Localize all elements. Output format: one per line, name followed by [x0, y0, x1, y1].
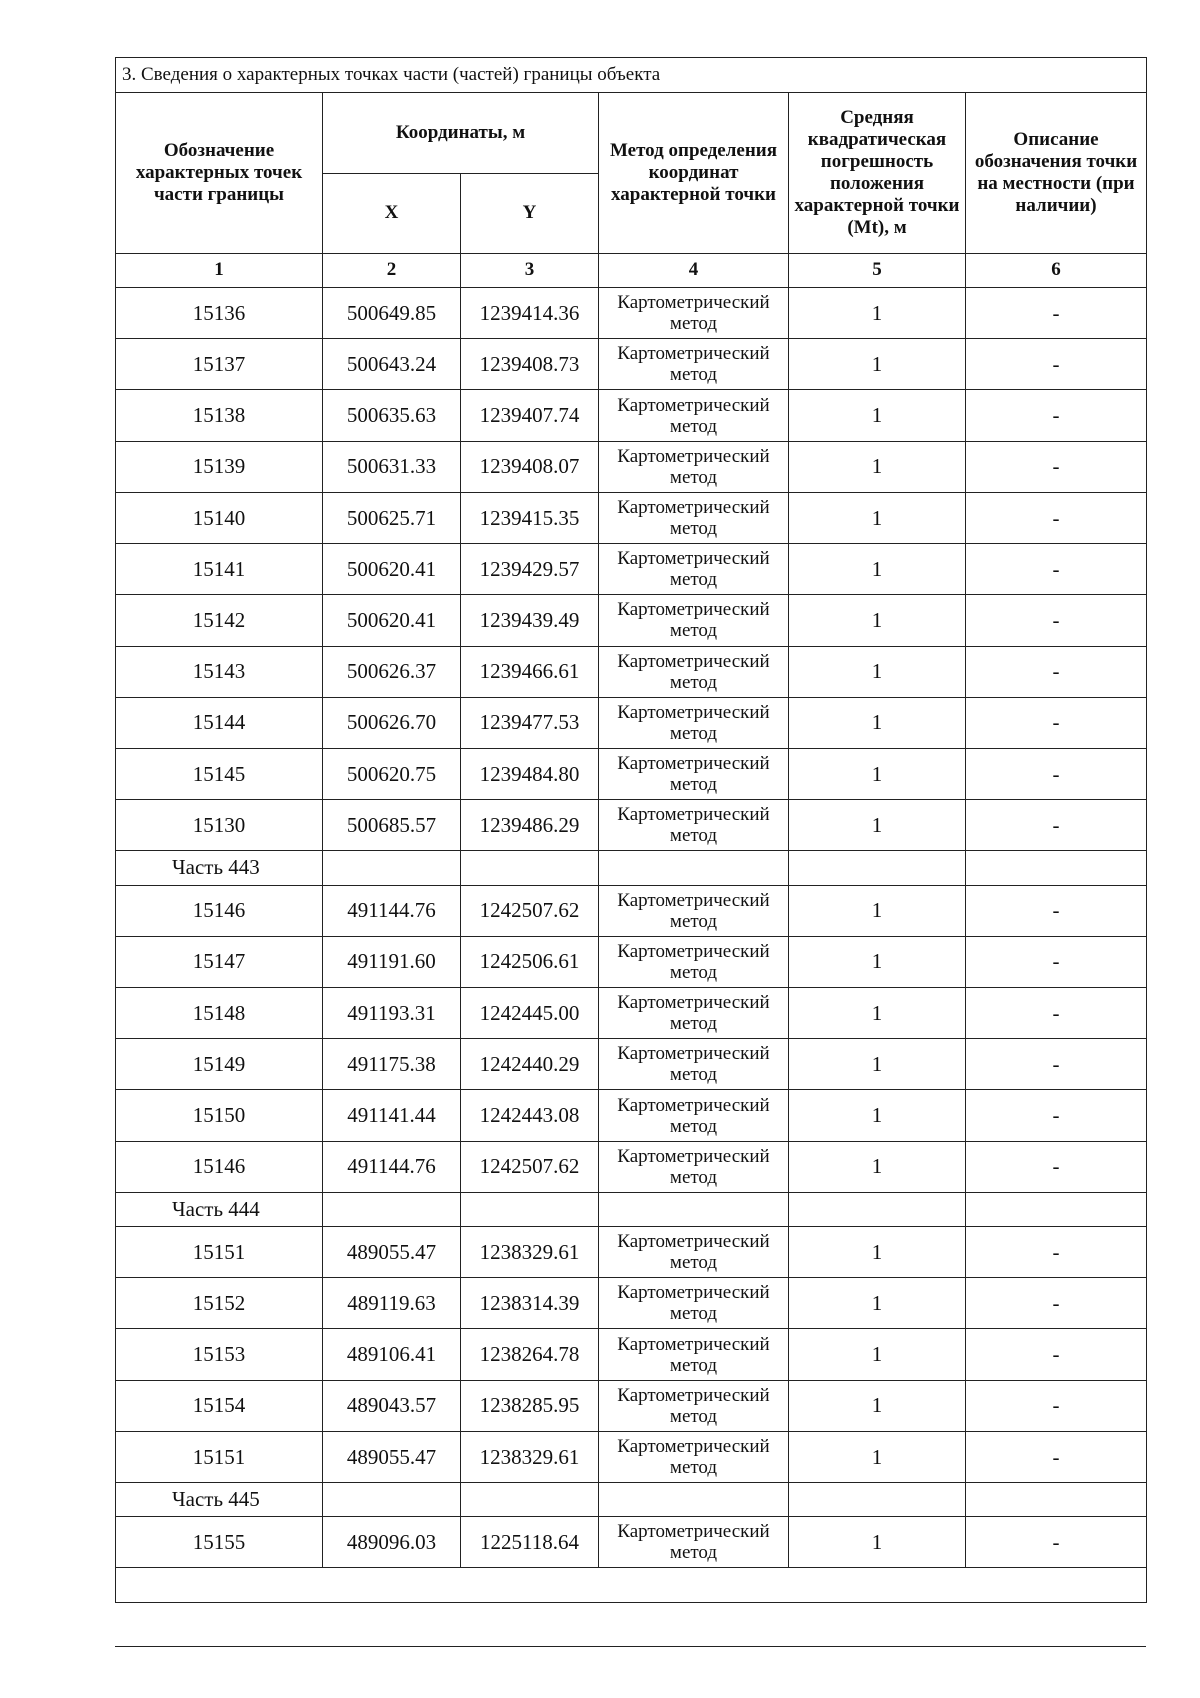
empty-cell [323, 1483, 461, 1517]
point-id-cell: 15143 [116, 646, 323, 697]
description-cell: - [966, 1517, 1147, 1568]
mt-error-cell: 1 [789, 800, 966, 851]
x-coordinate-cell: 489055.47 [323, 1227, 461, 1278]
point-id-cell: 15150 [116, 1090, 323, 1141]
x-coordinate-cell: 489119.63 [323, 1278, 461, 1329]
x-coordinate-cell: 500620.75 [323, 748, 461, 799]
column-number: 6 [966, 253, 1147, 287]
description-cell: - [966, 885, 1147, 936]
y-coordinate-cell: 1239408.07 [461, 441, 599, 492]
method-cell: Картометрический метод [599, 936, 789, 987]
part-row [116, 851, 1147, 885]
y-coordinate-cell: 1239484.80 [461, 748, 599, 799]
y-coordinate-cell: 1239408.73 [461, 339, 599, 390]
y-coordinate-cell: 1238329.61 [461, 1227, 599, 1278]
empty-cell [789, 1483, 966, 1517]
header-coordinates: Координаты, м [323, 93, 599, 173]
mt-error-cell: 1 [789, 988, 966, 1039]
empty-row [116, 1568, 1147, 1603]
description-cell: - [966, 339, 1147, 390]
section-title: 3. Сведения о характерных точках части (частей) границы объекта [116, 58, 1147, 93]
table-row [116, 748, 1147, 799]
mt-error-cell: 1 [789, 441, 966, 492]
y-coordinate-cell: 1239414.36 [461, 288, 599, 339]
description-cell: - [966, 1039, 1147, 1090]
method-cell: Картометрический метод [599, 288, 789, 339]
description-cell: - [966, 1141, 1147, 1192]
y-coordinate-cell: 1238264.78 [461, 1329, 599, 1380]
table-row [116, 1227, 1147, 1278]
empty-cell [789, 1192, 966, 1226]
y-coordinate-cell: 1238314.39 [461, 1278, 599, 1329]
y-coordinate-cell: 1225118.64 [461, 1517, 599, 1568]
mt-error-cell: 1 [789, 492, 966, 543]
mt-error-cell: 1 [789, 748, 966, 799]
header-y: Y [461, 173, 599, 253]
table-row [116, 885, 1147, 936]
empty-cell [599, 851, 789, 885]
column-number: 2 [323, 253, 461, 287]
point-id-cell: 15136 [116, 288, 323, 339]
method-cell: Картометрический метод [599, 748, 789, 799]
point-id-cell: 15155 [116, 1517, 323, 1568]
header-point: Обозначение характерных точек части границы [116, 93, 323, 254]
x-coordinate-cell: 491141.44 [323, 1090, 461, 1141]
y-coordinate-cell: 1239439.49 [461, 595, 599, 646]
x-coordinate-cell: 500635.63 [323, 390, 461, 441]
method-cell: Картометрический метод [599, 1380, 789, 1431]
mt-error-cell: 1 [789, 697, 966, 748]
y-coordinate-cell: 1242440.29 [461, 1039, 599, 1090]
empty-cell [323, 851, 461, 885]
method-cell: Картометрический метод [599, 595, 789, 646]
part-label: Часть 443 [116, 851, 323, 885]
x-coordinate-cell: 489043.57 [323, 1380, 461, 1431]
header-x: X [323, 173, 461, 253]
x-coordinate-cell: 500620.41 [323, 544, 461, 595]
mt-error-cell: 1 [789, 339, 966, 390]
method-cell: Картометрический метод [599, 1431, 789, 1482]
x-coordinate-cell: 489096.03 [323, 1517, 461, 1568]
point-id-cell: 15154 [116, 1380, 323, 1431]
point-id-cell: 15130 [116, 800, 323, 851]
x-coordinate-cell: 489055.47 [323, 1431, 461, 1482]
y-coordinate-cell: 1239477.53 [461, 697, 599, 748]
x-coordinate-cell: 500631.33 [323, 441, 461, 492]
method-cell: Картометрический метод [599, 988, 789, 1039]
x-coordinate-cell: 500643.24 [323, 339, 461, 390]
x-coordinate-cell: 500620.41 [323, 595, 461, 646]
description-cell: - [966, 544, 1147, 595]
table-row [116, 646, 1147, 697]
point-id-cell: 15145 [116, 748, 323, 799]
point-id-cell: 15152 [116, 1278, 323, 1329]
table-row [116, 441, 1147, 492]
mt-error-cell: 1 [789, 1380, 966, 1431]
table-row [116, 595, 1147, 646]
empty-cell [966, 1192, 1147, 1226]
empty-cell [966, 851, 1147, 885]
part-row [116, 1483, 1147, 1517]
header-method: Метод определения координат характерной точки [599, 93, 789, 254]
empty-cell [599, 1483, 789, 1517]
part-label: Часть 445 [116, 1483, 323, 1517]
description-cell: - [966, 748, 1147, 799]
mt-error-cell: 1 [789, 646, 966, 697]
point-id-cell: 15138 [116, 390, 323, 441]
description-cell: - [966, 492, 1147, 543]
mt-error-cell: 1 [789, 1090, 966, 1141]
method-cell: Картометрический метод [599, 1090, 789, 1141]
point-id-cell: 15151 [116, 1227, 323, 1278]
column-number: 1 [116, 253, 323, 287]
method-cell: Картометрический метод [599, 646, 789, 697]
mt-error-cell: 1 [789, 1431, 966, 1482]
description-cell: - [966, 936, 1147, 987]
table-row [116, 1141, 1147, 1192]
header-description: Описание обозначения точки на местности (при наличии) [966, 93, 1147, 254]
description-cell: - [966, 1227, 1147, 1278]
x-coordinate-cell: 491175.38 [323, 1039, 461, 1090]
method-cell: Картометрический метод [599, 339, 789, 390]
point-id-cell: 15151 [116, 1431, 323, 1482]
boundary-points-table [115, 57, 1147, 1603]
point-id-cell: 15144 [116, 697, 323, 748]
method-cell: Картометрический метод [599, 544, 789, 595]
method-cell: Картометрический метод [599, 390, 789, 441]
table-row [116, 1329, 1147, 1380]
description-cell: - [966, 390, 1147, 441]
description-cell: - [966, 1278, 1147, 1329]
empty-cell [966, 1483, 1147, 1517]
table-row [116, 390, 1147, 441]
bottom-rule [115, 1646, 1146, 1647]
method-cell: Картометрический метод [599, 885, 789, 936]
y-coordinate-cell: 1239466.61 [461, 646, 599, 697]
x-coordinate-cell: 500685.57 [323, 800, 461, 851]
table-row [116, 988, 1147, 1039]
point-id-cell: 15141 [116, 544, 323, 595]
empty-cell [599, 1192, 789, 1226]
x-coordinate-cell: 500625.71 [323, 492, 461, 543]
table-row [116, 492, 1147, 543]
description-cell: - [966, 646, 1147, 697]
point-id-cell: 15142 [116, 595, 323, 646]
table-row [116, 1517, 1147, 1568]
table-row [116, 697, 1147, 748]
header-error: Средняя квадратическая погрешность положения характерной точки (Mt), м [789, 93, 966, 254]
method-cell: Картометрический метод [599, 1039, 789, 1090]
column-number: 3 [461, 253, 599, 287]
part-label: Часть 444 [116, 1192, 323, 1226]
description-cell: - [966, 1431, 1147, 1482]
x-coordinate-cell: 491144.76 [323, 885, 461, 936]
y-coordinate-cell: 1239407.74 [461, 390, 599, 441]
table-row [116, 544, 1147, 595]
point-id-cell: 15140 [116, 492, 323, 543]
description-cell: - [966, 1329, 1147, 1380]
method-cell: Картометрический метод [599, 1227, 789, 1278]
description-cell: - [966, 697, 1147, 748]
part-row [116, 1192, 1147, 1226]
y-coordinate-cell: 1239415.35 [461, 492, 599, 543]
point-id-cell: 15147 [116, 936, 323, 987]
table-row [116, 1380, 1147, 1431]
column-number: 4 [599, 253, 789, 287]
column-number: 5 [789, 253, 966, 287]
table-row [116, 1431, 1147, 1482]
table-row [116, 936, 1147, 987]
x-coordinate-cell: 500626.37 [323, 646, 461, 697]
mt-error-cell: 1 [789, 885, 966, 936]
x-coordinate-cell: 491191.60 [323, 936, 461, 987]
x-coordinate-cell: 489106.41 [323, 1329, 461, 1380]
mt-error-cell: 1 [789, 595, 966, 646]
y-coordinate-cell: 1238285.95 [461, 1380, 599, 1431]
method-cell: Картометрический метод [599, 1329, 789, 1380]
point-id-cell: 15146 [116, 885, 323, 936]
point-id-cell: 15139 [116, 441, 323, 492]
empty-cell [461, 1192, 599, 1226]
point-id-cell: 15148 [116, 988, 323, 1039]
mt-error-cell: 1 [789, 936, 966, 987]
y-coordinate-cell: 1242445.00 [461, 988, 599, 1039]
description-cell: - [966, 441, 1147, 492]
method-cell: Картометрический метод [599, 441, 789, 492]
table-row [116, 288, 1147, 339]
mt-error-cell: 1 [789, 1517, 966, 1568]
empty-cell [323, 1192, 461, 1226]
description-cell: - [966, 595, 1147, 646]
method-cell: Картометрический метод [599, 492, 789, 543]
y-coordinate-cell: 1242507.62 [461, 1141, 599, 1192]
table-row [116, 1278, 1147, 1329]
mt-error-cell: 1 [789, 1039, 966, 1090]
method-cell: Картометрический метод [599, 1517, 789, 1568]
point-id-cell: 15146 [116, 1141, 323, 1192]
description-cell: - [966, 800, 1147, 851]
empty-cell [461, 851, 599, 885]
method-cell: Картометрический метод [599, 1141, 789, 1192]
y-coordinate-cell: 1242506.61 [461, 936, 599, 987]
method-cell: Картометрический метод [599, 697, 789, 748]
mt-error-cell: 1 [789, 544, 966, 595]
table-row [116, 1090, 1147, 1141]
point-id-cell: 15137 [116, 339, 323, 390]
x-coordinate-cell: 491144.76 [323, 1141, 461, 1192]
description-cell: - [966, 1380, 1147, 1431]
description-cell: - [966, 288, 1147, 339]
empty-cell [116, 1568, 1147, 1603]
y-coordinate-cell: 1239429.57 [461, 544, 599, 595]
mt-error-cell: 1 [789, 1329, 966, 1380]
y-coordinate-cell: 1242443.08 [461, 1090, 599, 1141]
empty-cell [789, 851, 966, 885]
point-id-cell: 15149 [116, 1039, 323, 1090]
point-id-cell: 15153 [116, 1329, 323, 1380]
description-cell: - [966, 988, 1147, 1039]
x-coordinate-cell: 500649.85 [323, 288, 461, 339]
y-coordinate-cell: 1238329.61 [461, 1431, 599, 1482]
mt-error-cell: 1 [789, 1141, 966, 1192]
x-coordinate-cell: 491193.31 [323, 988, 461, 1039]
method-cell: Картометрический метод [599, 800, 789, 851]
mt-error-cell: 1 [789, 390, 966, 441]
y-coordinate-cell: 1242507.62 [461, 885, 599, 936]
method-cell: Картометрический метод [599, 1278, 789, 1329]
x-coordinate-cell: 500626.70 [323, 697, 461, 748]
mt-error-cell: 1 [789, 1227, 966, 1278]
table-row [116, 800, 1147, 851]
table-row [116, 1039, 1147, 1090]
table-row [116, 339, 1147, 390]
y-coordinate-cell: 1239486.29 [461, 800, 599, 851]
description-cell: - [966, 1090, 1147, 1141]
mt-error-cell: 1 [789, 288, 966, 339]
mt-error-cell: 1 [789, 1278, 966, 1329]
empty-cell [461, 1483, 599, 1517]
